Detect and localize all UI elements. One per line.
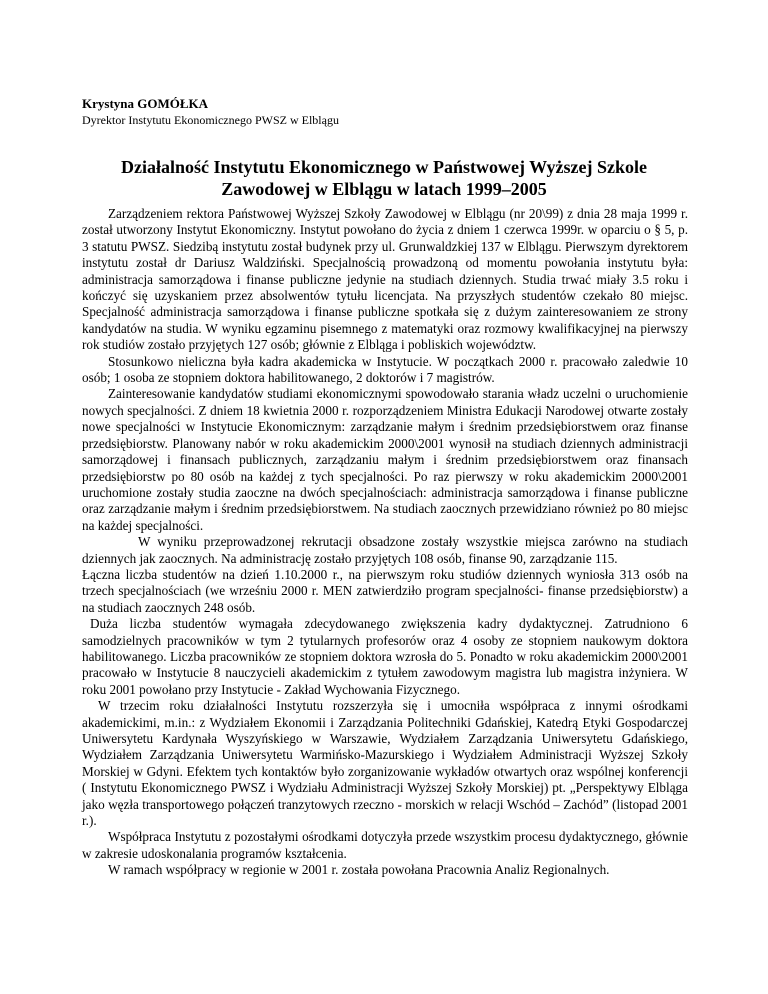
paragraph-cooperation-didactic: Współpraca Instytutu z pozostałymi ośrodkami dotyczyła przede wszystkim procesu dydaktycznego, głównie w zakresie udoskonalania programów kształcenia.	[82, 829, 688, 861]
paragraph-regional-lab: W ramach współpracy w regionie w 2001 r. została powołana Pracownia Analiz Regionalnych.	[108, 862, 610, 878]
article-title: Działalność Instytutu Ekonomicznego w Państwowej Wyższej Szkole Zawodowej w Elblągu w latach 1999–2005	[121, 157, 647, 199]
paragraph-staff: Stosunkowo nieliczna była kadra akademicka w Instytucie. W początkach 2000 r. pracowało zaledwie 10 osób; 1 osoba ze stopniem doktora habilitowanego, 2 doktorów i 7 magistrów.	[82, 353, 688, 386]
article-body	[82, 206, 688, 879]
paragraph-founding: Zarządzeniem rektora Państwowej Wyższej Szkoły Zawodowej w Elblągu (nr 20\99) z dnia 28 maja 1999 r. został utworzony Instytut Ekonomiczny. Instytut powołano do życia z dniem 1 czerwca 1999r. w oparciu o § 5, p. 3 statutu PWSZ. Siedzibą instytutu został budynek przy ul. Grunwaldzkiej 137 w Elblągu. Pierwszym dyrektorem instytutu został dr Dariusz Waldziński. Specjalnością prowadzoną od momentu powołania instytutu była: administracja samorządowa i finanse publiczne jedynie na studiach dziennych. Studia trwać miały 3.5 roku i kończyć się uzyskaniem przez absolwentów tytułu licencjata. Na przyszłych studentów czekało 80 miejsc. Specjalność administracja samorządowa i finanse publiczne spotkała się z dużym zainteresowaniem ze strony kandydatów na studia. W wyniku egzaminu pisemnego z matematyki oraz rozmowy kwalifikacyjnej na pierwszy rok studiów zostało przyjętych 127 osób; głównie z Elbląga i pobliskich województw.	[82, 206, 688, 353]
paragraph-recruitment: W wyniku przeprowadzonej rekrutacji obsadzone zostały wszystkie miejsca zarówno na studiach dziennych jak zaocznych. Na administrację zostało przyjętych 108 osób, finanse 90, zarządzanie 115.	[82, 534, 688, 566]
paragraph-new-specialties: Zainteresowanie kandydatów studiami ekonomicznymi spowodowało starania władz uczelni o uruchomienie nowych specjalności. Z dniem 18 kwietnia 2000 r. rozporządzeniem Ministra Edukacji Narodowej otwarte zostały nowe specjalności w Instytucie Ekonomicznym: zarządzanie małym i średnim przedsiębiorstwem oraz finanse przedsiębiorstw. Planowany nabór w roku akademickim 2000\2001 wynosił na studiach dziennych administracji samorządowej i finansach publicznych, zarządzaniu małym i średnim przedsiębiorstwem oraz finansach przedsiębiorstw po 80 osób na każdej z tych specjalności. Po raz pierwszy w roku akademickim 2000\2001 uruchomione zostały studia zaoczne na dwóch specjalnościach: administracja samorządowa i finanse publiczne oraz zarządzanie małym i średnim przedsiębiorstwem. Na studiach zaocznych przewidziano również po 80 miejsc na każdej specjalności.	[82, 386, 688, 533]
author-name: Krystyna GOMÓŁKA	[82, 96, 209, 111]
paragraph-student-count: Łączna liczba studentów na dzień 1.10.2000 r., na pierwszym roku studiów dziennych wyniosła 313 osób na trzech specjalnościach (we wrześniu 2000 r. MEN zatwierdziło program specjalności- finanse przedsiębiorstw) a na studiach zaocznych 248 osób.	[82, 566, 688, 615]
paragraph-cooperation: W trzecim roku działalności Instytutu rozszerzyła się i umocniła współpraca z innymi ośrodkami akademickimi, m.in.: z Wydziałem Ekonomii i Zarządzania Politechniki Gdańskiej, Katedrą Etyki Gospodarczej Uniwersytetu Kardynała Wyszyńskiego w Warszawie, Wydziałem Zarządzania Uniwersytetu Gdańskiego, Wydziałem Zarządzania Uniwersytetu Warmińsko-Mazurskiego i Wydziałem Administracji Wyższej Szkoły Morskiej w Gdyni. Efektem tych kontaktów było zorganizowanie wykładów otwartych oraz wspólnej konferencji ( Instytutu Ekonomicznego PWSZ i Wydziału Administracji Wyższej Szkoły Morskiej) pt. „Perspektywy Elbląga jako węzła transportowego połączeń tranzytowych rzeczno - morskich w relacji Wschód – Zachód” (listopad 2001 r.).	[82, 698, 688, 829]
paragraph-teaching-staff: Duża liczba studentów wymagała zdecydowanego zwiększenia kadry dydaktycznej. Zatrudniono 6 samodzielnych pracowników w tym 2 tytularnych profesorów oraz 4 osoby ze stopniem naukowym doktora habilitowanego. Liczba pracowników ze stopniem doktora wzrosła do 5. Ponadto w roku akademickim 2000\2001 pracowało w Instytucie 8 nauczycieli akademickim z tytułem zawodowym magistra lub magistra inżyniera. W roku 2001 powołano przy Instytucie - Zakład Wychowania Fizycznego.	[82, 616, 688, 697]
author-role: Dyrektor Instytutu Ekonomicznego PWSZ w Elblągu	[82, 113, 339, 127]
